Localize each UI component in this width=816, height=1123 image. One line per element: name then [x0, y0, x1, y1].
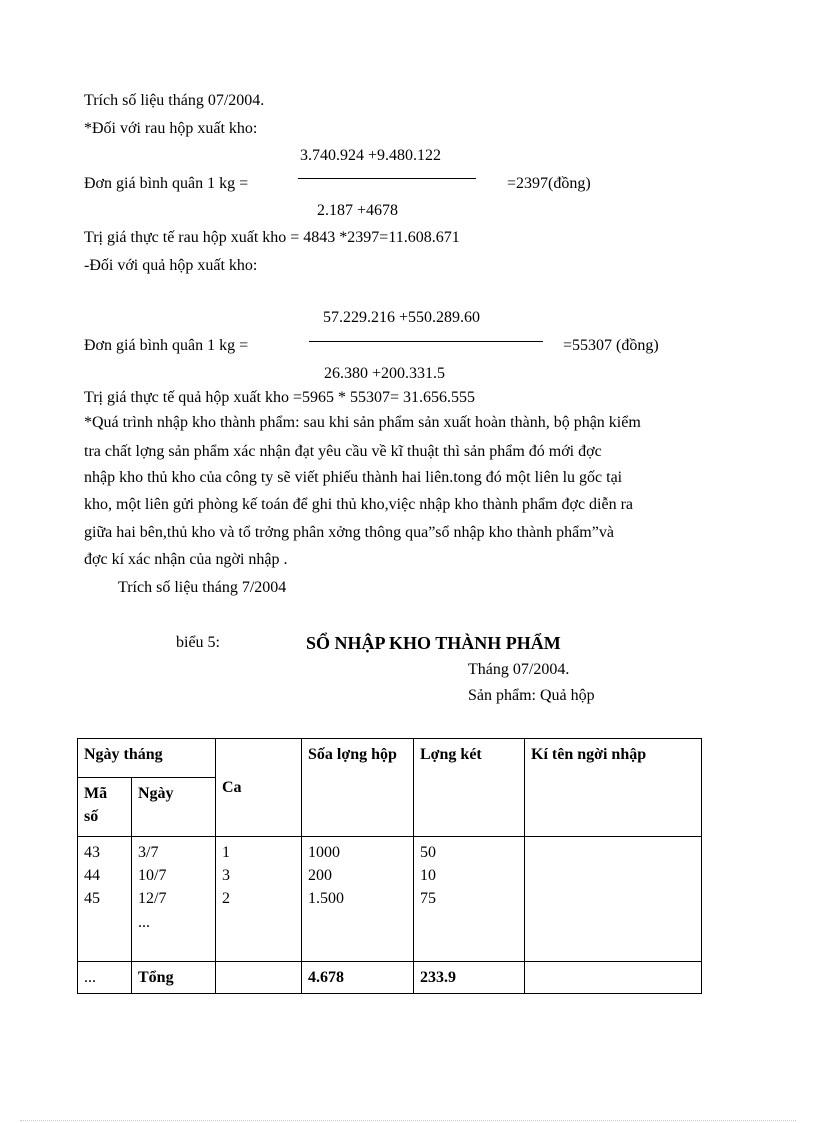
- header-ma-so: Mã số: [78, 778, 132, 837]
- total-label: Tổng: [132, 962, 216, 994]
- table-total-row: [78, 962, 702, 994]
- total-quantity: 4.678: [302, 962, 414, 994]
- cell-quantity: 1000: [308, 844, 340, 861]
- veg-numerator: 3.740.924 +9.480.122: [300, 147, 442, 164]
- header-ca: Ca: [216, 739, 302, 837]
- total-signature: [525, 962, 702, 994]
- fruit-fraction-bar: [309, 341, 543, 342]
- cell-ellipsis: ...: [138, 913, 150, 931]
- paragraph-line: nhập kho thủ kho của công ty sẽ viết phiếu thành hai liên.tong đó một liên lu gốc tại: [84, 469, 623, 486]
- receipt-ledger-table: [77, 738, 702, 994]
- cell-quantity: 1.500: [308, 890, 344, 908]
- cell-ca: 1: [222, 844, 230, 861]
- total-ma-so: ...: [78, 962, 132, 994]
- veg-fraction-bar: [298, 178, 476, 179]
- cell-ma-so: 44: [84, 867, 100, 885]
- cell-ma-so: 43: [84, 844, 100, 861]
- extract-line: Trích số liệu tháng 7/2004: [118, 579, 287, 596]
- cell-crates: 10: [420, 867, 436, 885]
- veg-value-line: Trị giá thực tế rau hộp xuất kho = 4843 *2397=11.608.671: [84, 229, 460, 246]
- header-quantity: Sốa lợng hộp: [302, 739, 414, 837]
- cell-crates: 50: [420, 844, 436, 861]
- fruit-numerator: 57.229.216 +550.289.60: [323, 309, 481, 326]
- paragraph-line: giữa hai bên,thủ kho và tổ trởng phân xởng thông qua”sổ nhập kho thành phẩm”và: [84, 524, 614, 541]
- total-crates: 233.9: [414, 962, 525, 994]
- paragraph-line: kho, một liên gửi phòng kế toán để ghi thủ kho,việc nhập kho thành phẩm đợc diễn ra: [84, 496, 634, 513]
- cell-signature: [525, 837, 702, 962]
- total-ca: [216, 962, 302, 994]
- section-intro-title: Trích số liệu tháng 07/2004.: [84, 92, 265, 109]
- header-date-group: Ngày tháng: [78, 739, 216, 778]
- veg-formula-result: =2397(đồng): [507, 175, 591, 192]
- cell-ca: 2: [222, 890, 230, 908]
- fruit-heading: -Đối với quả hộp xuất kho:: [84, 257, 258, 274]
- table-body-row: [78, 837, 702, 962]
- cell-ca: 3: [222, 867, 230, 885]
- veg-formula-label: Đơn giá bình quân 1 kg =: [84, 175, 249, 192]
- paragraph-line: *Quá trình nhập kho thành phẩm: sau khi sản phẩm sản xuất hoàn thành, bộ phận kiểm: [84, 414, 641, 431]
- veg-heading: *Đối với rau hộp xuất kho:: [84, 120, 258, 137]
- form-title: SỔ NHẬP KHO THÀNH PHẨM: [306, 633, 561, 653]
- fruit-denominator: 26.380 +200.331.5: [324, 365, 446, 382]
- paragraph-line: tra chất lợng sản phẩm xác nhận đạt yêu cầu về kĩ thuật thì sản phẩm đó mới đợc: [84, 443, 602, 460]
- form-month: Tháng 07/2004.: [468, 661, 570, 678]
- paragraph-line: đợc kí xác nhận của ngời nhập .: [84, 551, 288, 568]
- header-crates: Lợng két: [414, 739, 525, 837]
- cell-quantity: 200: [308, 867, 332, 885]
- cell-ngay: 3/7: [138, 844, 159, 861]
- cell-crates: 75: [420, 890, 436, 908]
- table-header-row: [78, 739, 702, 778]
- cell-ngay: 10/7: [138, 867, 167, 885]
- cell-ma-so: 45: [84, 890, 100, 908]
- form-product: Sản phẩm: Quả hộp: [468, 687, 595, 704]
- header-signature: Kí tên ngời nhập: [525, 739, 702, 837]
- fruit-value-line: Trị giá thực tế quả hộp xuất kho =5965 * 55307= 31.656.555: [84, 389, 475, 406]
- page-bottom-divider: [20, 1120, 796, 1121]
- form-label: biểu 5:: [176, 634, 220, 651]
- fruit-formula-result: =55307 (đồng): [563, 337, 659, 354]
- fruit-formula-label: Đơn giá bình quân 1 kg =: [84, 337, 249, 354]
- cell-ngay: 12/7: [138, 890, 167, 908]
- header-ngay: Ngày: [132, 778, 216, 837]
- veg-denominator: 2.187 +4678: [317, 202, 399, 219]
